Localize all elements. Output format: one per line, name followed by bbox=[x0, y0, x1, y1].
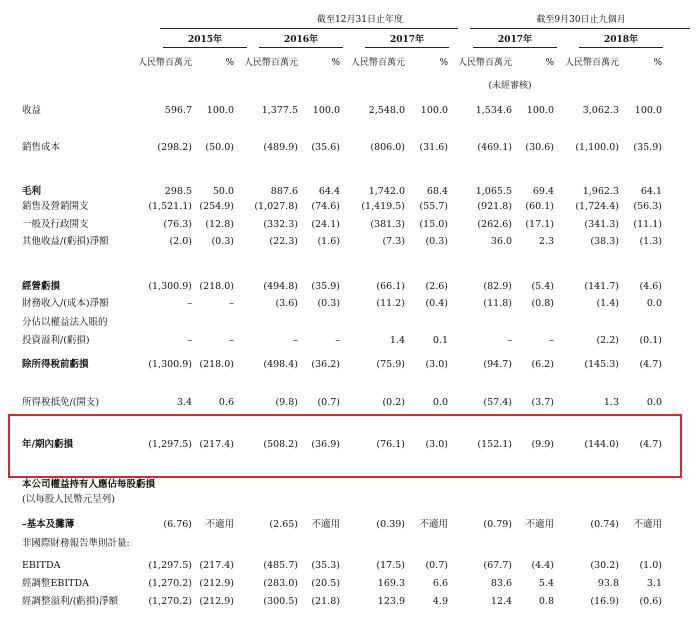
table-cell: 887.6 bbox=[270, 186, 298, 197]
table-cell: (0.3) bbox=[211, 236, 234, 247]
unit-pct-header: % bbox=[439, 58, 448, 68]
table-cell: 3.4 bbox=[176, 397, 192, 408]
table-cell: (15.0) bbox=[419, 219, 448, 230]
table-cell: (2.0) bbox=[169, 236, 192, 247]
table-cell: (2.2) bbox=[596, 335, 619, 346]
table-cell: (1,027.8) bbox=[254, 201, 298, 212]
table-cell: (0.4) bbox=[425, 298, 448, 309]
table-cell: 100.0 bbox=[312, 105, 340, 116]
table-cell: 5.4 bbox=[538, 578, 554, 589]
table-cell: (76.3) bbox=[163, 219, 192, 230]
row-label: 除所得稅前虧損 bbox=[22, 359, 89, 370]
year-underline bbox=[259, 47, 343, 48]
table-cell: (218.0) bbox=[199, 359, 234, 370]
table-cell: (0.1) bbox=[639, 335, 662, 346]
table-cell: (3.0) bbox=[425, 439, 448, 450]
table-cell: 64.4 bbox=[318, 186, 340, 197]
table-cell: 0.0 bbox=[646, 298, 662, 309]
table-cell: (0.2) bbox=[382, 397, 405, 408]
table-cell: (36.2) bbox=[311, 359, 340, 370]
table-cell: 不適用 bbox=[205, 519, 234, 530]
table-cell: (485.7) bbox=[263, 560, 298, 571]
table-cell: 68.4 bbox=[426, 186, 448, 197]
table-cell: (0.39) bbox=[376, 519, 405, 530]
table-cell: (300.5) bbox=[263, 596, 298, 607]
table-cell: 0.0 bbox=[432, 397, 448, 408]
table-cell: (1.6) bbox=[317, 236, 340, 247]
table-cell: (4.6) bbox=[639, 281, 662, 292]
table-cell: (1.4) bbox=[596, 298, 619, 309]
table-cell: (36.9) bbox=[311, 439, 340, 450]
table-cell: (20.5) bbox=[311, 578, 340, 589]
table-cell: (0.3) bbox=[317, 298, 340, 309]
row-label: 年/期內虧損 bbox=[22, 439, 73, 450]
table-cell: 不適用 bbox=[525, 519, 554, 530]
unit-rmb-header: 人民幣百萬元 bbox=[137, 58, 192, 68]
table-cell: (262.6) bbox=[477, 219, 512, 230]
year-underline bbox=[473, 47, 557, 48]
table-cell: (22.3) bbox=[269, 236, 298, 247]
year-underline bbox=[163, 47, 247, 48]
table-cell: (341.3) bbox=[584, 219, 619, 230]
table-cell: (283.0) bbox=[263, 578, 298, 589]
row-label: 銷售及營銷開支 bbox=[22, 201, 89, 212]
table-cell: (94.7) bbox=[483, 359, 512, 370]
table-cell: 83.6 bbox=[490, 578, 512, 589]
table-cell: 100.0 bbox=[206, 105, 234, 116]
unit-rmb-header: 人民幣百萬元 bbox=[457, 58, 512, 68]
table-cell: – bbox=[293, 335, 298, 346]
table-cell: (9.9) bbox=[531, 439, 554, 450]
table-cell: 1,534.6 bbox=[475, 105, 512, 116]
unit-pct-header: % bbox=[225, 58, 234, 68]
table-cell: (9.8) bbox=[275, 397, 298, 408]
table-cell: (1,100.0) bbox=[575, 142, 619, 153]
table-cell: (31.6) bbox=[419, 142, 448, 153]
table-cell: 1,065.5 bbox=[475, 186, 512, 197]
table-cell: (2.6) bbox=[425, 281, 448, 292]
table-cell: (67.7) bbox=[483, 560, 512, 571]
table-cell: 6.6 bbox=[432, 578, 448, 589]
unit-pct-header: % bbox=[545, 58, 554, 68]
table-cell: (66.1) bbox=[376, 281, 405, 292]
table-cell: 0.6 bbox=[218, 397, 234, 408]
table-cell: (60.1) bbox=[525, 201, 554, 212]
table-cell: (24.1) bbox=[311, 219, 340, 230]
table-cell: 36.0 bbox=[490, 236, 512, 247]
table-cell: (0.3) bbox=[425, 236, 448, 247]
table-cell: – bbox=[335, 335, 340, 346]
table-cell: 12.4 bbox=[490, 596, 512, 607]
table-cell: 298.5 bbox=[164, 186, 192, 197]
table-cell: (218.0) bbox=[199, 281, 234, 292]
table-cell: 0.0 bbox=[646, 397, 662, 408]
table-cell: (2.65) bbox=[269, 519, 298, 530]
table-cell: 93.8 bbox=[597, 578, 619, 589]
table-cell: – bbox=[549, 335, 554, 346]
table-cell: 169.3 bbox=[377, 578, 405, 589]
table-cell: 2,548.0 bbox=[368, 105, 405, 116]
table-cell: (3.0) bbox=[425, 359, 448, 370]
table-cell: (12.8) bbox=[205, 219, 234, 230]
table-cell: (16.9) bbox=[590, 596, 619, 607]
table-cell: 3.1 bbox=[646, 578, 662, 589]
table-cell: (1,270.2) bbox=[148, 578, 192, 589]
table-cell: 50.0 bbox=[212, 186, 234, 197]
table-cell: 3,062.3 bbox=[582, 105, 619, 116]
table-cell: (1,300.9) bbox=[148, 281, 192, 292]
year-header: 2017年 bbox=[389, 35, 425, 45]
table-cell: (76.1) bbox=[376, 439, 405, 450]
table-cell: (921.8) bbox=[477, 201, 512, 212]
table-cell: (1.3) bbox=[639, 236, 662, 247]
table-cell: (0.79) bbox=[483, 519, 512, 530]
year-header: 2016年 bbox=[283, 35, 319, 45]
row-label: 本公司權益持有人應佔每股虧損 bbox=[22, 479, 156, 490]
table-cell: 2.3 bbox=[538, 236, 554, 247]
unit-pct-header: % bbox=[331, 58, 340, 68]
table-cell: (508.2) bbox=[263, 439, 298, 450]
table-cell: (1,419.5) bbox=[361, 201, 405, 212]
table-cell: 69.4 bbox=[532, 186, 554, 197]
table-cell: (3.7) bbox=[531, 397, 554, 408]
table-cell: 100.0 bbox=[634, 105, 662, 116]
table-cell: – bbox=[229, 335, 234, 346]
table-cell: 0.1 bbox=[432, 335, 448, 346]
table-cell: 不適用 bbox=[419, 519, 448, 530]
table-cell: (1,270.2) bbox=[148, 596, 192, 607]
row-label: –基本及攤薄 bbox=[22, 519, 75, 530]
table-cell: (217.4) bbox=[199, 560, 234, 571]
table-cell: (1,297.5) bbox=[148, 439, 192, 450]
table-cell: (1.0) bbox=[639, 560, 662, 571]
table-cell: (6.2) bbox=[531, 359, 554, 370]
table-cell: – bbox=[229, 298, 234, 309]
year-underline bbox=[579, 47, 663, 48]
table-cell: (141.7) bbox=[584, 281, 619, 292]
row-label: EBITDA bbox=[22, 560, 61, 571]
unit-rmb-header: 人民幣百萬元 bbox=[350, 58, 405, 68]
table-cell: (0.7) bbox=[425, 560, 448, 571]
table-cell: 1.3 bbox=[603, 397, 619, 408]
table-cell: (144.0) bbox=[584, 439, 619, 450]
table-cell: (0.7) bbox=[317, 397, 340, 408]
table-cell: (82.9) bbox=[483, 281, 512, 292]
table-cell: (212.9) bbox=[199, 596, 234, 607]
row-label: 銷售成本 bbox=[22, 142, 61, 153]
table-cell: (21.8) bbox=[311, 596, 340, 607]
table-cell: 不適用 bbox=[633, 519, 662, 530]
unit-pct-header: % bbox=[653, 58, 662, 68]
table-cell: (4.7) bbox=[639, 439, 662, 450]
table-cell: 100.0 bbox=[526, 105, 554, 116]
table-cell: (35.6) bbox=[311, 142, 340, 153]
table-cell: (806.0) bbox=[370, 142, 405, 153]
row-label: 非國際財務報告準則計量: bbox=[22, 538, 130, 549]
table-cell: (17.1) bbox=[525, 219, 554, 230]
table-cell: 596.7 bbox=[164, 105, 192, 116]
row-label: 分佔以權益法入賬的 bbox=[22, 317, 108, 328]
table-cell: (1,521.1) bbox=[148, 201, 192, 212]
table-cell: (0.8) bbox=[531, 298, 554, 309]
row-label: 經調整溢利/(虧損)淨額 bbox=[22, 596, 119, 607]
table-cell: (469.1) bbox=[477, 142, 512, 153]
table-cell: (1,300.9) bbox=[148, 359, 192, 370]
table-cell: (494.8) bbox=[263, 281, 298, 292]
table-cell: 不適用 bbox=[311, 519, 340, 530]
table-cell: (57.4) bbox=[483, 397, 512, 408]
table-cell: (0.74) bbox=[590, 519, 619, 530]
table-cell: (5.4) bbox=[531, 281, 554, 292]
row-label: 所得稅抵免/(開支) bbox=[22, 397, 100, 408]
table-cell: (50.0) bbox=[205, 142, 234, 153]
table-cell: (152.1) bbox=[477, 439, 512, 450]
table-cell: (498.4) bbox=[263, 359, 298, 370]
row-label: 毛利 bbox=[22, 186, 42, 197]
row-label: 其他收益/(虧損)淨額 bbox=[22, 236, 109, 247]
table-cell: (4.7) bbox=[639, 359, 662, 370]
table-cell: 4.9 bbox=[432, 596, 448, 607]
table-cell: 64.1 bbox=[640, 186, 662, 197]
row-label: 經營虧損 bbox=[22, 281, 61, 292]
table-cell: (35.3) bbox=[311, 560, 340, 571]
period-fy-title: 截至12月31日止年度 bbox=[317, 15, 403, 25]
table-cell: (254.9) bbox=[199, 201, 234, 212]
row-label: 收益 bbox=[22, 105, 42, 116]
table-cell: (11.8) bbox=[483, 298, 512, 309]
table-cell: (1,724.4) bbox=[575, 201, 619, 212]
row-label: 財務收入/(成本)淨額 bbox=[22, 298, 109, 309]
table-cell: (35.9) bbox=[311, 281, 340, 292]
table-cell: (30.6) bbox=[525, 142, 554, 153]
table-cell: (55.7) bbox=[419, 201, 448, 212]
table-cell: (145.3) bbox=[584, 359, 619, 370]
unit-rmb-header: 人民幣百萬元 bbox=[243, 58, 298, 68]
table-cell: (4.4) bbox=[531, 560, 554, 571]
year-underline bbox=[365, 47, 449, 48]
unaudited-note: (未經審核) bbox=[488, 81, 532, 91]
table-cell: (74.6) bbox=[311, 201, 340, 212]
row-label: 投資溢利/(虧損) bbox=[22, 335, 90, 346]
table-cell: (35.9) bbox=[633, 142, 662, 153]
table-cell: – bbox=[507, 335, 512, 346]
table-cell: 1,962.3 bbox=[582, 186, 619, 197]
table-cell: 123.9 bbox=[377, 596, 405, 607]
table-cell: (212.9) bbox=[199, 578, 234, 589]
table-cell: (75.9) bbox=[376, 359, 405, 370]
period-9m-title: 截至9月30日止九個月 bbox=[536, 15, 626, 25]
row-label: 一般及行政開支 bbox=[22, 219, 89, 230]
table-cell: (11.1) bbox=[633, 219, 662, 230]
table-cell: (38.3) bbox=[590, 236, 619, 247]
table-cell: 100.0 bbox=[420, 105, 448, 116]
table-cell: (1,297.5) bbox=[148, 560, 192, 571]
table-cell: (7.3) bbox=[382, 236, 405, 247]
table-cell: (30.2) bbox=[590, 560, 619, 571]
table-cell: (381.3) bbox=[370, 219, 405, 230]
table-cell: – bbox=[187, 298, 192, 309]
table-cell: (6.76) bbox=[163, 519, 192, 530]
table-cell: (0.6) bbox=[639, 596, 662, 607]
year-header: 2015年 bbox=[187, 35, 223, 45]
table-cell: (17.5) bbox=[376, 560, 405, 571]
table-cell: (217.4) bbox=[199, 439, 234, 450]
year-header: 2017年 bbox=[497, 35, 533, 45]
table-cell: – bbox=[187, 335, 192, 346]
table-cell: 0.8 bbox=[538, 596, 554, 607]
header-rule-9m bbox=[470, 28, 690, 29]
table-cell: 1,377.5 bbox=[261, 105, 298, 116]
table-cell: (56.3) bbox=[633, 201, 662, 212]
highlight-box bbox=[8, 414, 682, 478]
row-label: (以每股人民幣元呈列) bbox=[22, 494, 115, 505]
year-header: 2018年 bbox=[603, 35, 639, 45]
unit-rmb-header: 人民幣百萬元 bbox=[564, 58, 619, 68]
table-cell: (489.9) bbox=[263, 142, 298, 153]
table-cell: 1.4 bbox=[389, 335, 405, 346]
table-cell: 1,742.0 bbox=[368, 186, 405, 197]
table-cell: (11.2) bbox=[376, 298, 405, 309]
row-label: 經調整EBITDA bbox=[22, 578, 89, 589]
table-cell: (332.3) bbox=[263, 219, 298, 230]
table-cell: (3.6) bbox=[275, 298, 298, 309]
header-rule-fy bbox=[160, 28, 458, 29]
table-cell: (298.2) bbox=[157, 142, 192, 153]
